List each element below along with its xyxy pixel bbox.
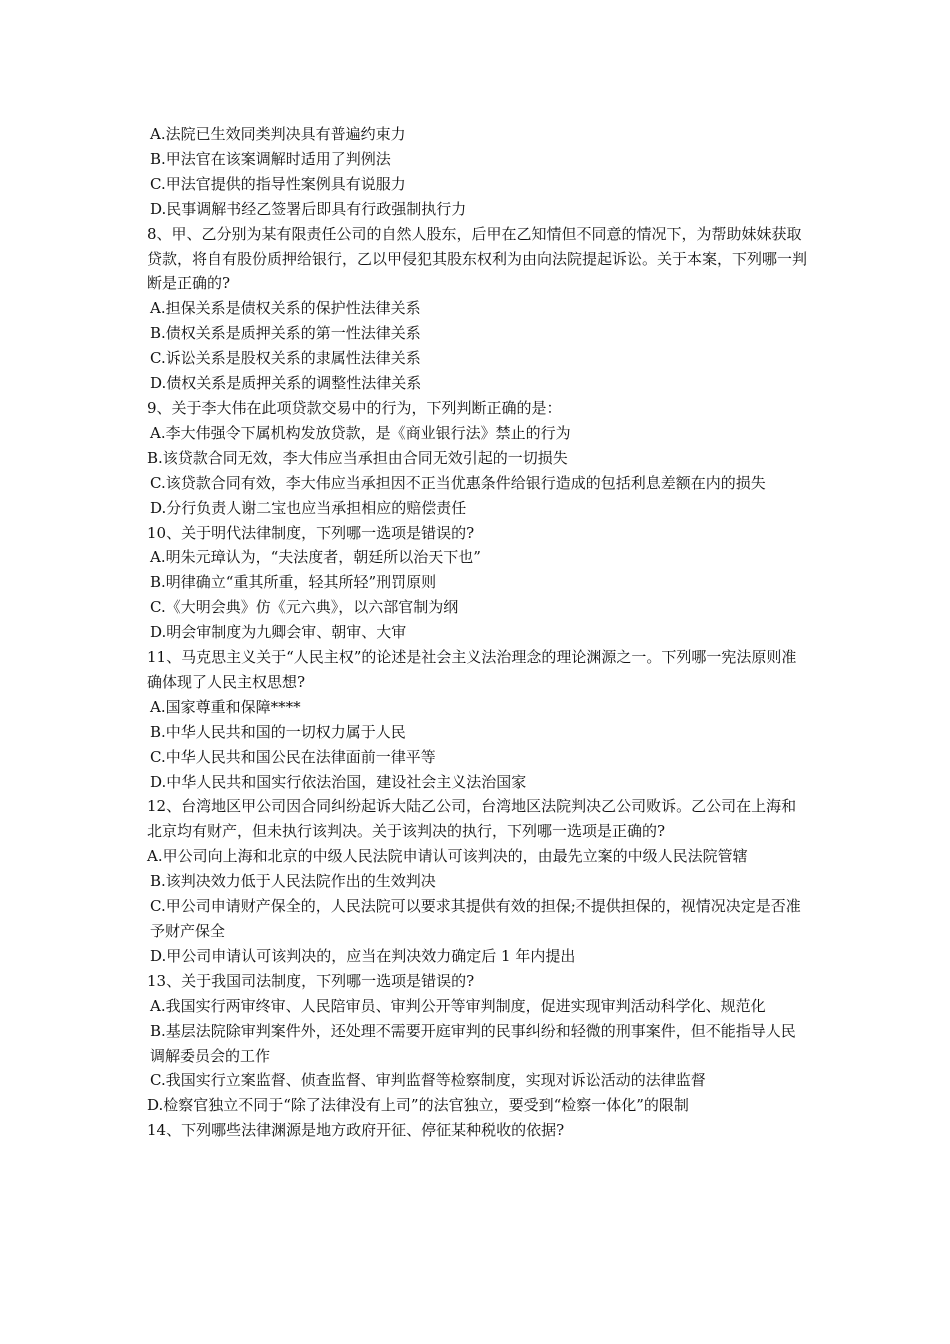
question-10-option-c: C.《大明会典》仿《元六典》，以六部官制为纲 [150, 598, 459, 617]
option-c: C.甲法官提供的指导性案例具有说服力 [150, 174, 406, 193]
question-9-option-a: A.李大伟强令下属机构发放贷款，是《商业银行法》禁止的行为 [150, 423, 571, 442]
question-13-option-b: B.基层法院除审判案件外，还处理不需要开庭审判的民事纠纷和轻微的刑事案件，但不能指导人民调解委员会的工作 [150, 1021, 796, 1065]
question-8: 8、甲、乙分别为某有限责任公司的自然人股东，后甲在乙知情但不同意的情况下，为帮助妹妹获取贷款，将自有股份质押给银行，乙以甲侵犯其股东权利为由向法院提起诉讼。关于本案，下列哪一判断是正确的? [147, 224, 808, 293]
question-12-option-b: B.该判决效力低于人民法院作出的生效判决 [150, 872, 436, 891]
option-b: B.甲法官在该案调解时适用了判例法 [150, 149, 391, 168]
question-9-option-d: D.分行负责人谢二宝也应当承担相应的赔偿责任 [150, 498, 467, 517]
question-9-option-b: B.该贷款合同无效，李大伟应当承担由合同无效引起的一切损失 [147, 448, 568, 467]
question-10-option-d: D.明会审制度为九卿会审、朝审、大审 [150, 623, 407, 642]
question-11-option-a: A.国家尊重和保障**** [150, 697, 301, 716]
question-14: 14、下列哪些法律渊源是地方政府开征、停征某种税收的依据? [147, 1121, 565, 1140]
question-9: 9、关于李大伟在此项贷款交易中的行为，下列判断正确的是： [147, 398, 562, 417]
question-10-option-a: A.明朱元璋认为，“夫法度者，朝廷所以治天下也” [150, 548, 481, 567]
question-8-option-c: C.诉讼关系是股权关系的隶属性法律关系 [150, 349, 421, 368]
question-13-option-c: C.我国实行立案监督、侦查监督、审判监督等检察制度，实现对诉讼活动的法律监督 [150, 1071, 706, 1090]
question-13-option-d: D.检察官独立不同于“除了法律没有上司”的法官独立，要受到“检察一体化”的限制 [147, 1096, 689, 1115]
question-10: 10、关于明代法律制度，下列哪一选项是错误的? [147, 523, 475, 542]
question-11-option-c: C.中华人民共和国公民在法律面前一律平等 [150, 747, 436, 766]
question-8-option-d: D.债权关系是质押关系的调整性法律关系 [150, 374, 422, 393]
question-9-option-c: C.该贷款合同有效，李大伟应当承担因不正当优惠条件给银行造成的包括利息差额在内的损失 [150, 473, 766, 492]
question-10-option-b: B.明律确立“重其所重，轻其所轻”刑罚原则 [150, 573, 437, 592]
option-a: A.法院已生效同类判决具有普遍约束力 [150, 125, 406, 143]
option-d: D.民事调解书经乙签署后即具有行政强制执行力 [150, 199, 467, 218]
question-13: 13、关于我国司法制度，下列哪一选项是错误的? [147, 971, 475, 990]
question-11: 11、马克思主义关于“人民主权”的论述是社会主义法治理念的理论渊源之一。下列哪一宪法原则准确体现了人民主权思想? [147, 648, 797, 691]
question-11-option-d: D.中华人民共和国实行依法治国，建设社会主义法治国家 [150, 772, 527, 791]
question-11-option-b: B.中华人民共和国的一切权力属于人民 [150, 722, 406, 741]
question-13-option-a: A.我国实行两审终审、人民陪审员、审判公开等审判制度，促进实现审判活动科学化、规范化 [150, 996, 766, 1015]
question-8-option-a: A.担保关系是债权关系的保护性法律关系 [150, 299, 421, 318]
question-12: 12、台湾地区甲公司因合同纠纷起诉大陆乙公司，台湾地区法院判决乙公司败诉。乙公司在上海和北京均有财产，但未执行该判决。关于该判决的执行，下列哪一选项是正确的? [147, 797, 797, 841]
question-12-option-a: A.甲公司向上海和北京的中级人民法院申请认可该判决的，由最先立案的中级人民法院管辖 [147, 847, 748, 866]
question-12-option-d: D.甲公司申请认可该判决的，应当在判决效力确定后 1 年内提出 [150, 946, 576, 965]
question-8-option-b: B.债权关系是质押关系的第一性法律关系 [150, 324, 421, 343]
question-12-option-c: C.甲公司申请财产保全的，人民法院可以要求其提供有效的担保;不提供担保的，视情况决定是否准予财产保全 [150, 897, 801, 940]
document-page [143, 122, 809, 1143]
